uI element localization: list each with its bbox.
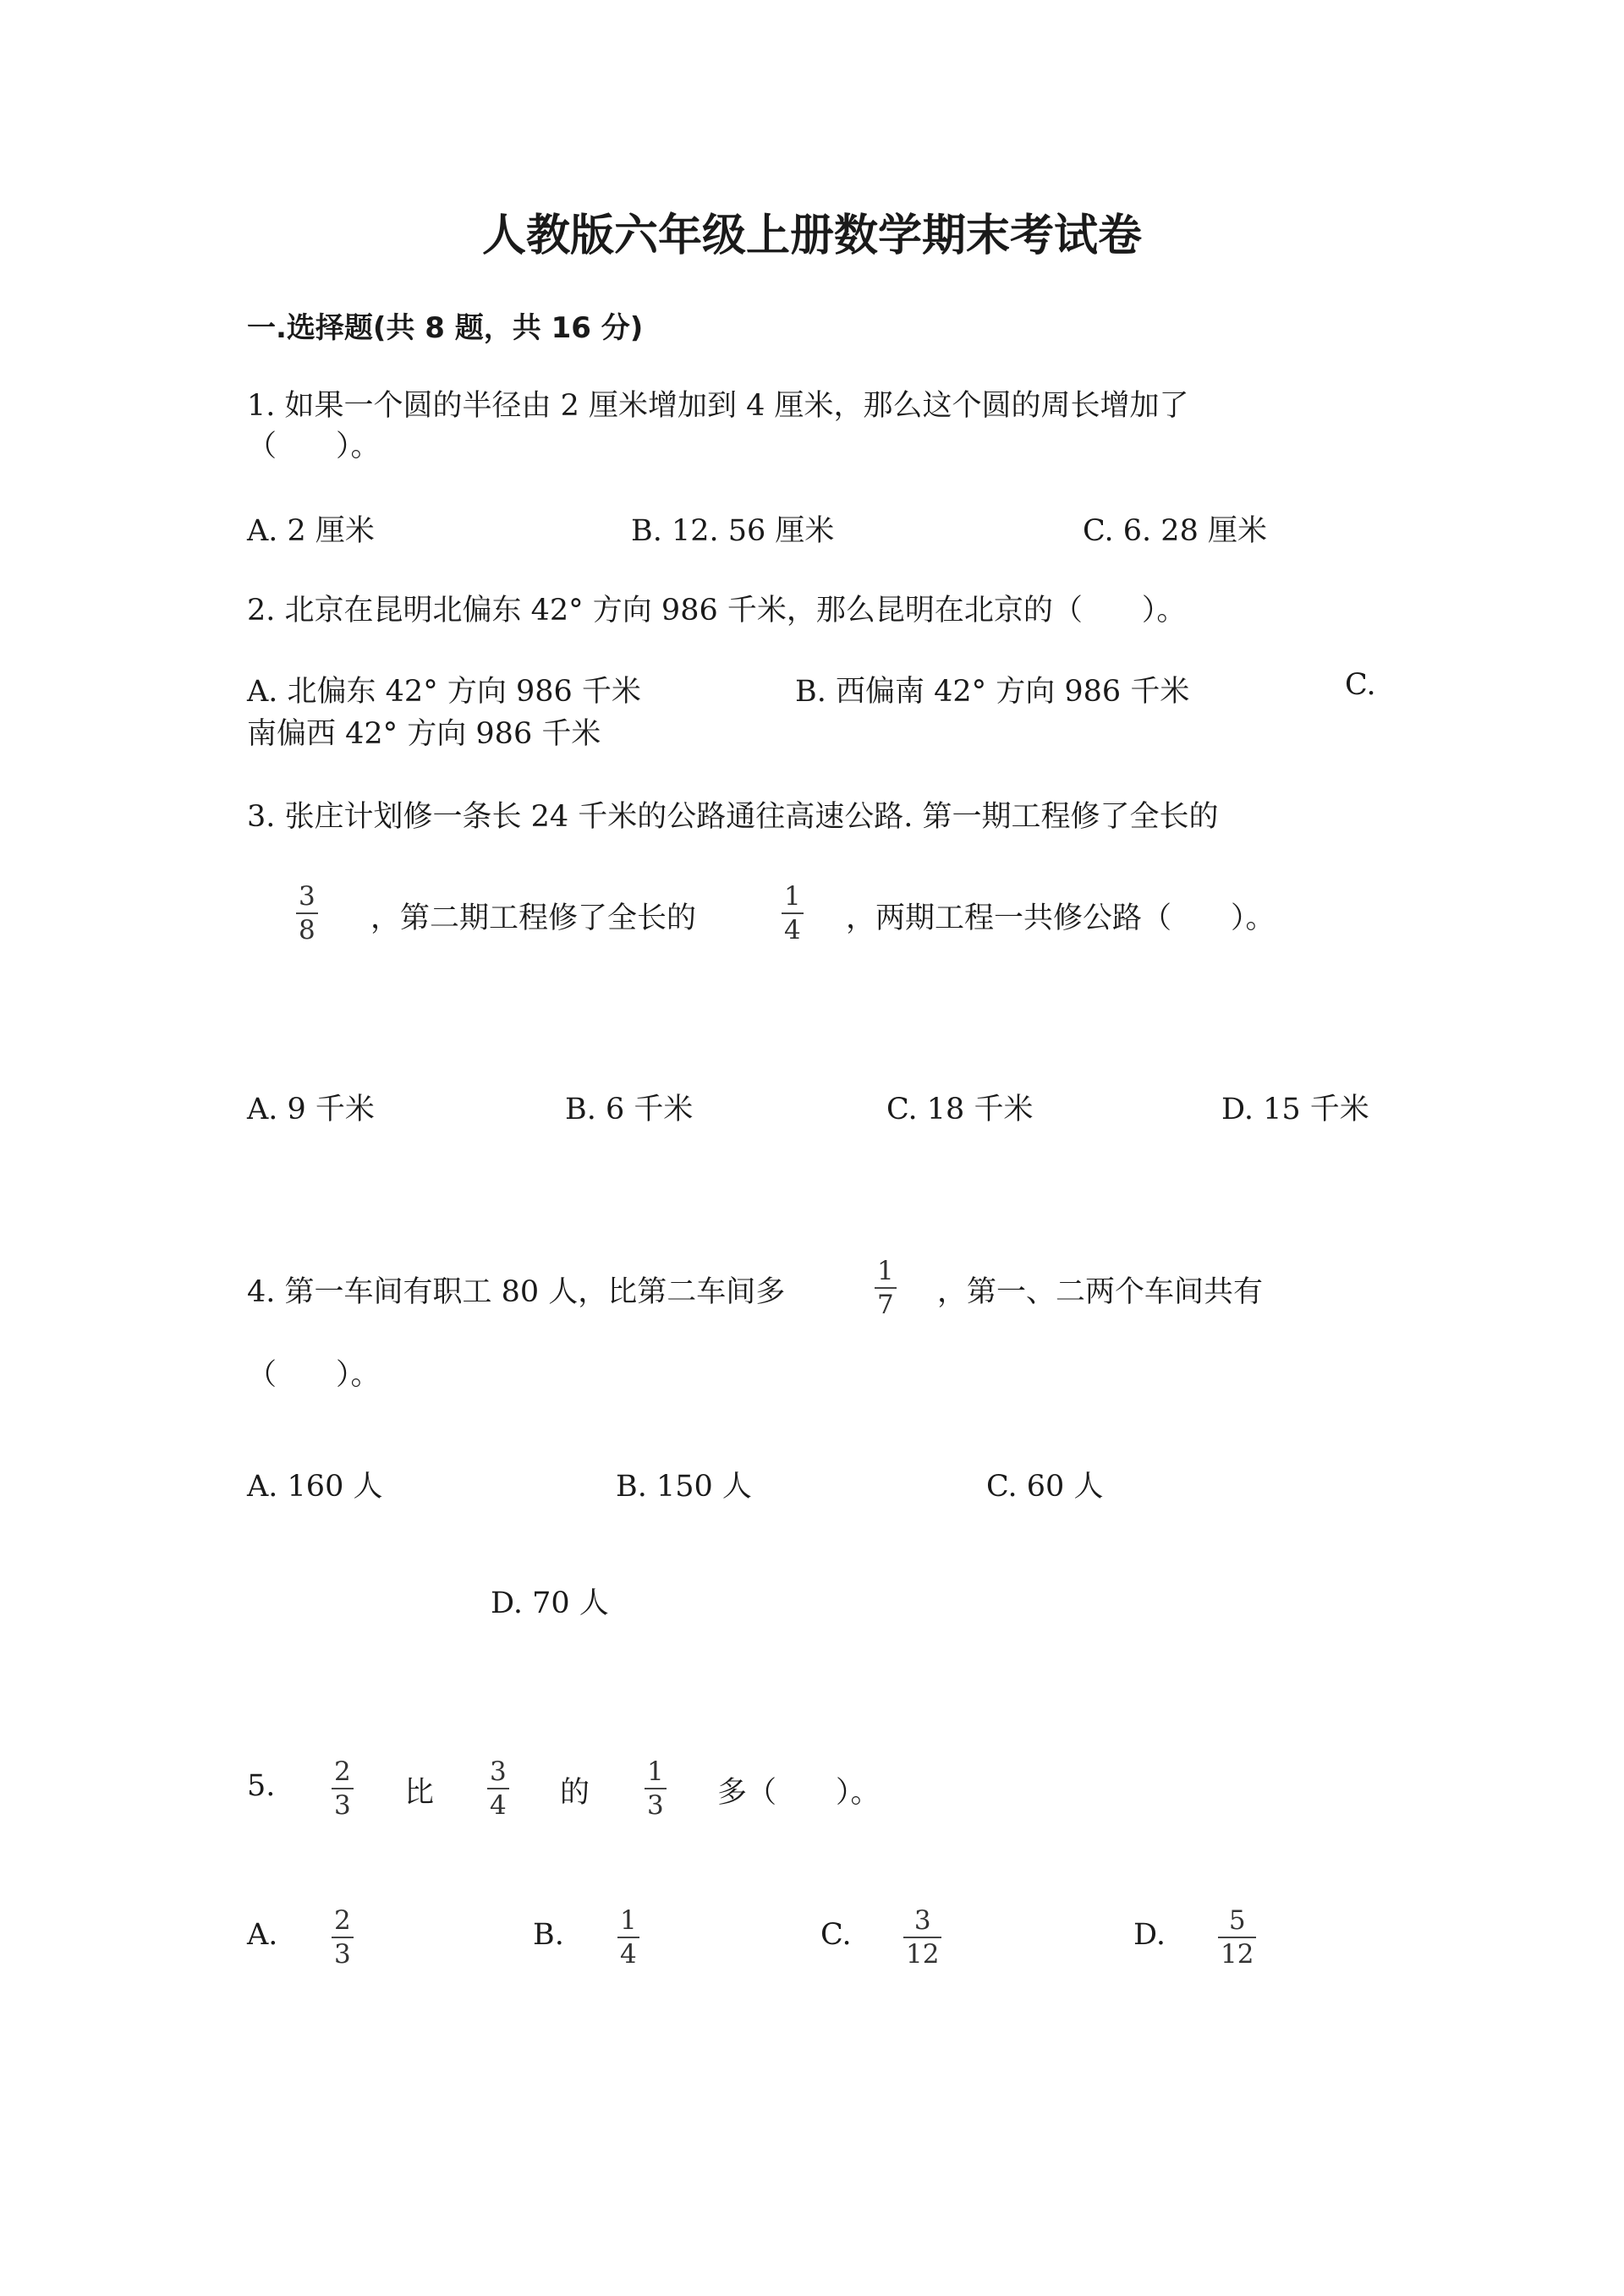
q4-fraction-1-7 — [875, 1258, 897, 1318]
q3-option-a[interactable]: A. 9 千米 — [247, 1093, 375, 1126]
q3-stem-seg1: ，第二期工程修了全长的 — [370, 901, 697, 935]
q5-number: 5. — [247, 1769, 276, 1803]
q5-option-d-fraction[interactable] — [1218, 1905, 1256, 1970]
q3-fraction-3-8 — [296, 881, 318, 945]
q5-word-bi: 比 — [404, 1776, 435, 1810]
q1-option-a[interactable]: A. 2 厘米 — [247, 514, 375, 548]
q5-opt-b-num: 1 — [620, 1905, 637, 1936]
page-title: 人教版六年级上册数学期末考试卷 — [481, 211, 1142, 261]
q4-stem-seg2: ，第一、二两个车间共有 — [937, 1275, 1264, 1309]
q5-opt-d-num: 5 — [1228, 1905, 1246, 1936]
q3-option-c[interactable]: C. 18 千米 — [886, 1093, 1034, 1126]
q2-option-c-label[interactable]: C. — [1345, 668, 1376, 702]
q4-option-a[interactable]: A. 160 人 — [247, 1470, 383, 1504]
q5-option-c-fraction[interactable] — [903, 1905, 941, 1970]
q4-option-b[interactable]: B. 150 人 — [616, 1470, 752, 1504]
q5-option-d[interactable]: D. — [1133, 1918, 1166, 1952]
q5-frac1-den: 3 — [334, 1790, 351, 1821]
q5-opt-c-num: 3 — [914, 1905, 931, 1936]
q5-frac1-num: 2 — [334, 1756, 351, 1787]
q5-frac2-num: 3 — [490, 1756, 507, 1787]
q5-opt-a-den: 3 — [334, 1939, 351, 1970]
q5-fraction-3-4 — [487, 1756, 509, 1821]
q3-frac2-den: 4 — [784, 915, 801, 945]
q4-frac-num: 1 — [877, 1256, 894, 1286]
q3-stem-seg2: ，两期工程一共修公路（ ）。 — [846, 901, 1276, 935]
q1-stem-line2: （ ）。 — [247, 430, 381, 463]
q5-opt-b-den: 4 — [620, 1939, 637, 1970]
q4-stem-seg1: 4. 第一车间有职工 80 人，比第二车间多 — [247, 1275, 786, 1309]
q3-frac2-num: 1 — [784, 881, 801, 912]
q5-option-a[interactable]: A. — [247, 1918, 278, 1952]
q1-option-b[interactable]: B. 12. 56 厘米 — [631, 514, 835, 548]
section-heading: 一.选择题(共 8 题，共 16 分) — [247, 311, 644, 345]
q4-option-d[interactable]: D. 70 人 — [491, 1586, 609, 1620]
q5-frac2-den: 4 — [490, 1790, 507, 1821]
q5-opt-a-num: 2 — [334, 1905, 351, 1936]
q4-frac-den: 7 — [877, 1290, 894, 1320]
q3-stem-line1: 3. 张庄计划修一条长 24 千米的公路通往高速公路. 第一期工程修了全长的 — [247, 800, 1219, 834]
q5-option-a-fraction[interactable] — [332, 1905, 354, 1970]
q5-frac3-num: 1 — [647, 1756, 664, 1787]
q4-stem-line2: （ ）。 — [247, 1358, 381, 1392]
q3-option-d[interactable]: D. 15 千米 — [1221, 1093, 1369, 1126]
q5-option-b[interactable]: B. — [533, 1918, 564, 1952]
q5-option-b-fraction[interactable] — [617, 1905, 639, 1970]
q1-stem-line1: 1. 如果一个圆的半径由 2 厘米增加到 4 厘米，那么这个圆的周长增加了 — [247, 389, 1189, 423]
q2-option-b[interactable]: B. 西偏南 42° 方向 986 千米 — [795, 675, 1190, 709]
q3-fraction-1-4 — [782, 881, 804, 945]
q5-stem-tail: 多（ ）。 — [717, 1776, 881, 1810]
q5-opt-d-den: 12 — [1221, 1939, 1254, 1970]
q2-stem: 2. 北京在昆明北偏东 42° 方向 986 千米，那么昆明在北京的（ ）。 — [247, 594, 1187, 627]
q1-option-c[interactable]: C. 6. 28 厘米 — [1083, 514, 1267, 548]
q4-option-c[interactable]: C. 60 人 — [986, 1470, 1104, 1504]
q3-frac1-num: 3 — [299, 881, 315, 912]
q5-frac3-den: 3 — [647, 1790, 664, 1821]
q3-frac1-den: 8 — [299, 915, 315, 945]
q5-word-de: 的 — [560, 1776, 590, 1810]
q5-fraction-1-3 — [645, 1756, 667, 1821]
q2-option-c-text[interactable]: 南偏西 42° 方向 986 千米 — [247, 717, 601, 751]
q5-opt-c-den: 12 — [906, 1939, 940, 1970]
q5-fraction-2-3 — [332, 1756, 354, 1821]
q3-option-b[interactable]: B. 6 千米 — [565, 1093, 694, 1126]
q5-option-c[interactable]: C. — [820, 1918, 852, 1952]
q2-option-a[interactable]: A. 北偏东 42° 方向 986 千米 — [247, 675, 641, 709]
